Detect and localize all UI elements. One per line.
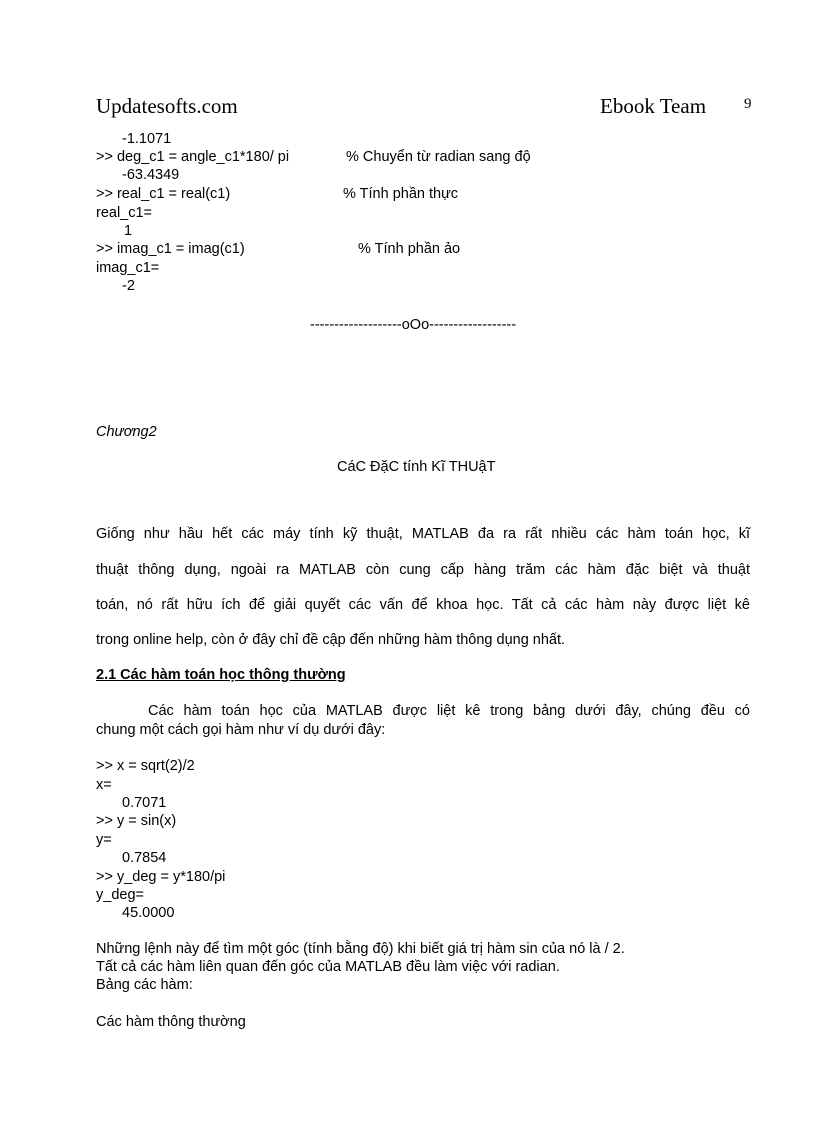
code-line: real_c1= xyxy=(96,205,153,221)
code-line: >> deg_c1 = angle_c1*180/ pi xyxy=(96,149,290,165)
code-line: y_deg= xyxy=(96,887,144,903)
text-line: Tất cả các hàm liên quan đến góc của MATLAB đều làm việc với radian. xyxy=(96,959,560,975)
code-comment: % Chuyển từ radian sang độ xyxy=(346,149,531,165)
paragraph-line: toán, nó rất hữu ích để giải quyết các vấn để khoa học. Tất cả các hàm này được liệt kê xyxy=(96,597,750,613)
code-line: >> y = sin(x) xyxy=(96,813,177,829)
code-line: >> real_c1 = real(c1) xyxy=(96,186,231,202)
code-line: -2 xyxy=(122,278,135,294)
code-line: x= xyxy=(96,777,112,793)
text-line: Những lệnh này để tìm một góc (tính bằng độ) khi biết giá trị hàm sin của nó là / 2. xyxy=(96,941,625,957)
code-line: 0.7071 xyxy=(122,795,167,811)
chapter-label: Chương2 xyxy=(96,424,157,440)
header-team-name: Ebook Team xyxy=(600,94,707,118)
code-line: >> imag_c1 = imag(c1) xyxy=(96,241,245,257)
code-line: -63.4349 xyxy=(122,167,180,183)
paragraph-line: chung một cách gọi hàm như ví dụ dưới đây: xyxy=(96,722,386,738)
code-line: 45.0000 xyxy=(122,905,175,921)
code-line: 1 xyxy=(124,223,133,239)
paragraph-line: Giống như hầu hết các máy tính kỹ thuật, MATLAB đa ra rất nhiều các hàm toán học, kĩ xyxy=(96,526,750,542)
header-site-name: Updatesofts.com xyxy=(96,94,238,118)
paragraph-line: Các hàm toán học của MATLAB được liệt kê trong bảng dưới đây, chúng đều có xyxy=(148,703,750,719)
page-number: 9 xyxy=(744,96,752,112)
paragraph-line: trong online help, còn ở đây chỉ đề cập đến những hàm thông dụng nhất. xyxy=(96,632,566,648)
code-line: imag_c1= xyxy=(96,260,160,276)
section-heading: 2.1 Các hàm toán học thông thường xyxy=(96,667,346,683)
paragraph-line: thuật thông dụng, ngoài ra MATLAB còn cung cấp hàng trăm các hàm đặc biệt và thuật xyxy=(96,562,750,578)
code-line: >> x = sqrt(2)/2 xyxy=(96,758,195,774)
code-line: y= xyxy=(96,832,112,848)
code-line: -1.1071 xyxy=(122,131,172,147)
code-line: >> y_deg = y*180/pi xyxy=(96,869,226,885)
subheading: Các hàm thông thường xyxy=(96,1014,246,1030)
code-comment: % Tính phần thực xyxy=(343,186,459,202)
section-separator: -------------------oOo------------------ xyxy=(310,317,517,333)
text-line: Bảng các hàm: xyxy=(96,977,193,993)
chapter-title: CáC ĐặC tính Kĩ THUậT xyxy=(337,459,496,475)
code-line: 0.7854 xyxy=(122,850,167,866)
code-comment: % Tính phần ảo xyxy=(358,241,461,257)
